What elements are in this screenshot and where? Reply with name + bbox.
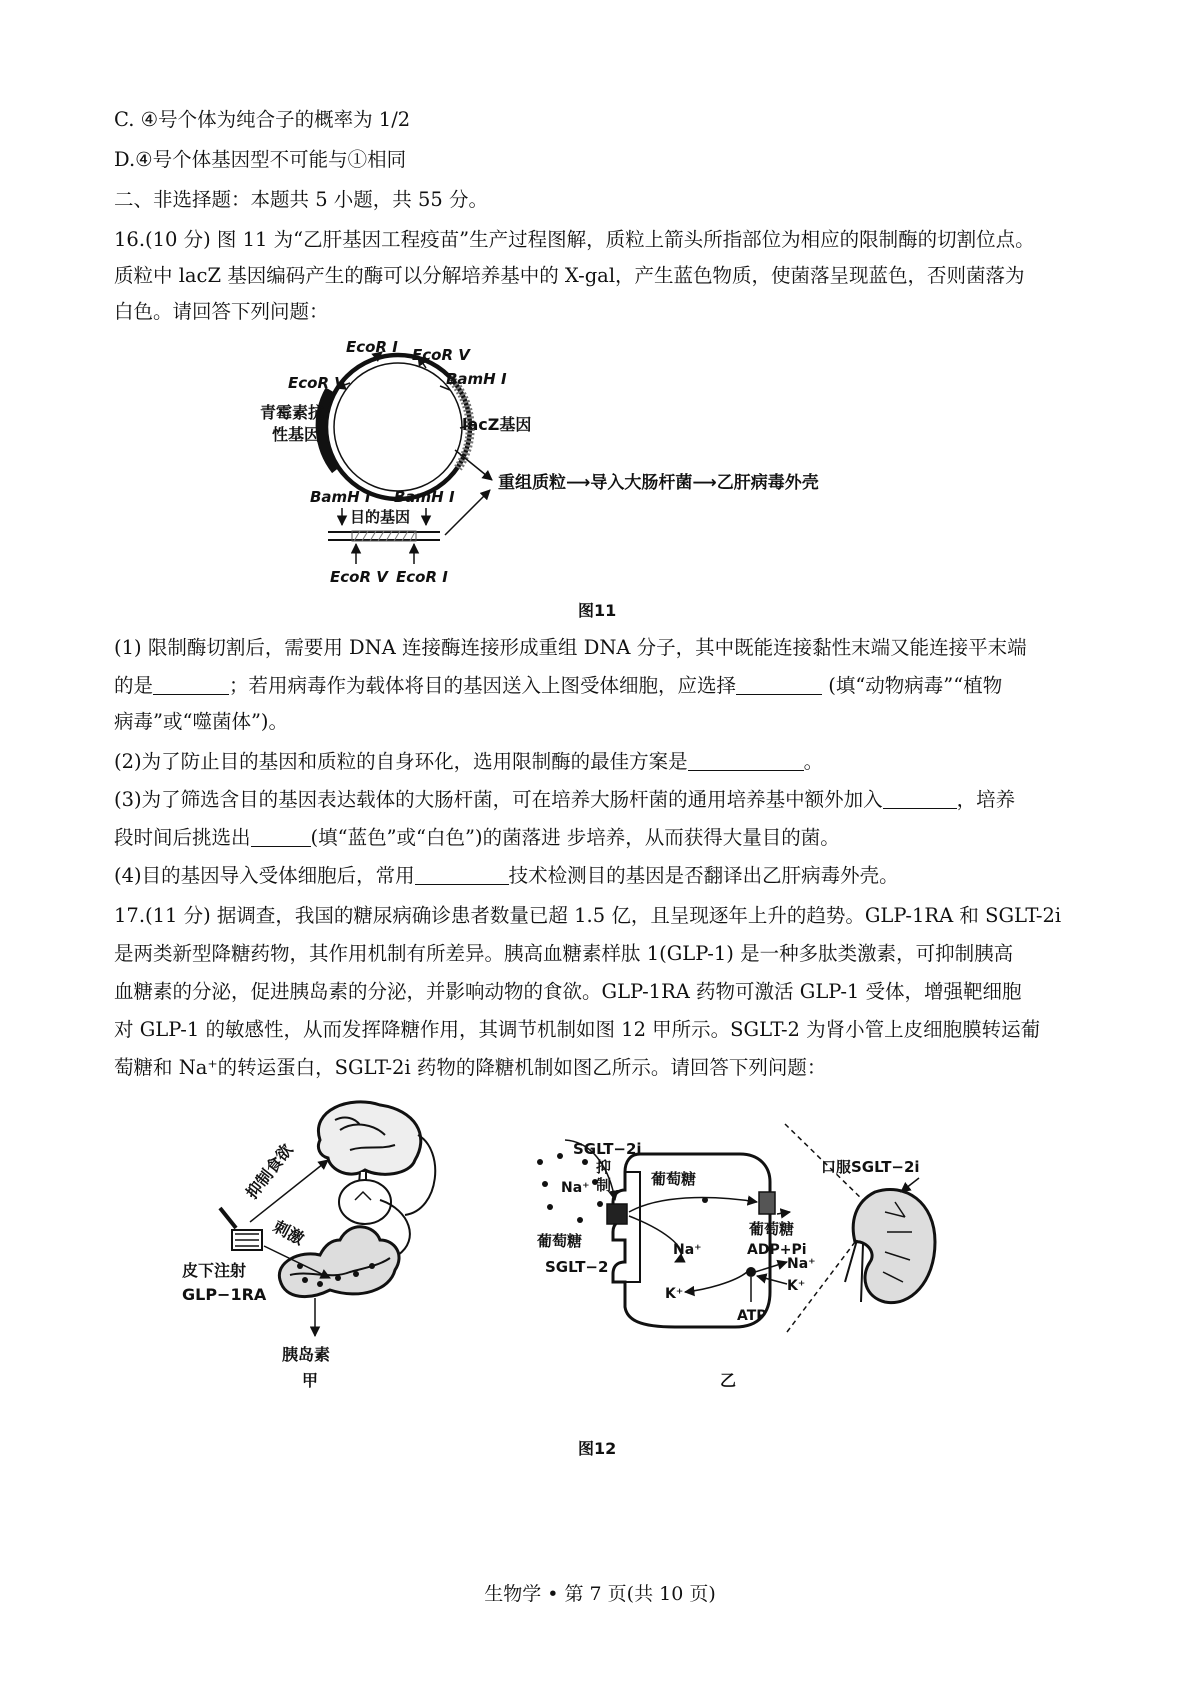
figure-11-caption: 图11 [578, 601, 617, 620]
glucose-dot [702, 1197, 708, 1203]
target-dna-strand [328, 531, 440, 541]
answer-blank-technique[interactable] [415, 864, 509, 885]
figure-12-jia-label: 甲 [302, 1371, 319, 1390]
glucose-transporter [759, 1192, 775, 1214]
q16-part2: (2)为了防止目的基因和质粒的自身环化，选用限制酶的最佳方案是 。 [114, 750, 824, 773]
answer-blank-colony-color[interactable] [251, 826, 311, 847]
injection-label-1: 皮下注射 [182, 1261, 247, 1280]
sodium-inside-label: Na⁺ [673, 1242, 702, 1258]
oral-sglt2i-label: 口服SGLT−2i [821, 1158, 920, 1176]
brush-border [625, 1172, 640, 1282]
sglt2i-label: SGLT−2i [573, 1140, 642, 1158]
page-footer: 生物学 • 第 7 页(共 10 页) [484, 1583, 716, 1605]
bamhi-left-label: BamH Ⅰ [310, 488, 371, 506]
figure-11-diagram [250, 330, 870, 600]
q16-stem-line-2: 质粒中 lacZ 基因编码产生的酶可以分解培养基中的 X-gal，产生蓝色物质，使菌落呈现蓝色，否则菌落为 [114, 264, 1025, 287]
potassium-right-label: K⁺ [787, 1278, 806, 1294]
figure-12-jia-diagram [180, 1090, 480, 1420]
q16-stem-line-3: 白色。请回答下列问题： [114, 300, 329, 323]
production-flow-text: 重组质粒⟶导入大肠杆菌⟶乙肝病毒外壳 [498, 473, 819, 493]
inhibit-label-2: 制 [596, 1176, 612, 1194]
potassium-entry-arrow [757, 1276, 787, 1284]
glucose-exit-arrow [777, 1212, 790, 1214]
option-d: D.④号个体基因型不可能与①相同 [114, 148, 407, 171]
answer-blank-ligase[interactable] [153, 674, 229, 695]
q16-part3-line-1: (3)为了筛选含目的基因表达载体的大肠杆菌，可在培养大肠杆菌的通用培养基中额外加入 ，培养 [114, 788, 1016, 811]
q16-part3-line-2: 段时间后挑选出 (填“蓝色”或“白色”)的菌落进 步培养，从而获得大量目的菌。 [114, 826, 840, 849]
sodium-outside-label: Na⁺ [561, 1180, 590, 1196]
answer-blank-additive[interactable] [883, 788, 957, 809]
q17-stem-line-5: 萄糖和 Na⁺的转运蛋白，SGLT-2i 药物的降糖机制如图乙所示。请回答下列问题： [114, 1056, 827, 1079]
figure-12-caption: 图12 [578, 1439, 617, 1458]
target-gene-label: 目的基因 [350, 508, 411, 526]
q17-stem-line-2: 是两类新型降糖药物，其作用机制有所差异。胰高血糖素样肽 1(GLP-1) 是一种多肽类激素，可抑制胰高 [114, 942, 1014, 965]
glucose-right-label: 葡萄糖 [749, 1220, 795, 1238]
q16-stem-line-1: 16.(10 分) 图 11 为“乙肝基因工程疫苗”生产过程图解，质粒上箭头所指部位为相应的限制酶的切割位点。 [114, 228, 1035, 251]
glucose-inside-label: 葡萄糖 [651, 1170, 697, 1188]
q16-part4: (4)目的基因导入受体细胞后，常用 技术检测目的基因是否翻译出乙肝病毒外壳。 [114, 864, 899, 887]
insulin-label: 胰岛素 [282, 1345, 331, 1364]
answer-blank-virus[interactable] [736, 674, 822, 695]
potassium-inside-label: K⁺ [665, 1286, 684, 1302]
option-c: C. ④号个体为纯合子的概率为 1/2 [114, 108, 411, 131]
figure-12-yi-label: 乙 [720, 1371, 737, 1390]
appetite-label: 抑制食欲 [242, 1140, 297, 1203]
oral-drug-arrow [901, 1178, 919, 1192]
glucose-outside-label: 葡萄糖 [537, 1232, 583, 1250]
ecorv-left-label: EcoR Ⅴ [288, 374, 346, 392]
ecori-top-label: EcoR Ⅰ [346, 338, 398, 356]
bamhi-right-gene-label: BamH Ⅰ [394, 488, 455, 506]
q16-part1-line-3: 病毒”或“噬菌体”)。 [114, 710, 289, 733]
inhibit-label-1: 抑 [596, 1158, 612, 1176]
q16-part1-line-2: 的是 ；若用病毒作为载体将目的基因送入上图受体细胞，应选择 (填“动物病毒”“植物 [114, 674, 1003, 697]
resistance-gene-label-2: 性基因 [272, 425, 321, 444]
injection-label-2: GLP−1RA [182, 1285, 267, 1304]
potassium-flow-arrow [685, 1272, 747, 1292]
bamhi-right-label: BamH Ⅰ [446, 370, 507, 388]
q17-stem-line-4: 对 GLP-1 的敏感性，从而发挥降糖作用，其调节机制如图 12 甲所示。SGLT-2 为肾小管上皮细胞膜转运葡 [114, 1018, 1041, 1041]
q17-stem-line-1: 17.(11 分) 据调查，我国的糖尿病确诊患者数量已超 1.5 亿，且呈现逐年上升的趋势。GLP-1RA 和 SGLT-2i [114, 904, 1062, 927]
sodium-right-label: Na⁺ [787, 1256, 816, 1272]
ecorv-top-label: EcoR Ⅴ [412, 346, 470, 364]
lacz-gene-label: lacZ基因 [462, 415, 532, 434]
sodium-potassium-pump [746, 1267, 756, 1277]
ecori-bottom-label: EcoR Ⅰ [396, 568, 448, 586]
answer-blank-enzyme-plan[interactable] [688, 750, 804, 771]
figure-12-yi-diagram [525, 1112, 1045, 1412]
atp-label: ATP [737, 1308, 767, 1324]
stimulate-label: 刺激 [270, 1216, 308, 1249]
q17-stem-line-3: 血糖素的分泌，促进胰岛素的分泌，并影响动物的食欲。GLP-1RA 药物可激活 GLP-1 受体，增强靶细胞 [114, 980, 1022, 1003]
sglt2-label: SGLT−2 [545, 1258, 609, 1276]
kidney-icon [845, 1189, 935, 1302]
adp-label: ADP+Pi [747, 1242, 807, 1258]
resistance-gene-label-1: 青霉素抗 [260, 403, 325, 422]
glucose-flow-arrow [629, 1198, 757, 1212]
syringe-icon [220, 1208, 262, 1250]
sglt2-transporter [607, 1204, 627, 1224]
ecorv-bottom-label: EcoR Ⅴ [330, 568, 388, 586]
q16-part1-line-1: (1) 限制酶切割后，需要用 DNA 连接酶连接形成重组 DNA 分子，其中既能连接黏性末端又能连接平末端 [114, 636, 1027, 659]
section-heading: 二、非选择题：本题共 5 小题，共 55 分。 [114, 188, 489, 211]
